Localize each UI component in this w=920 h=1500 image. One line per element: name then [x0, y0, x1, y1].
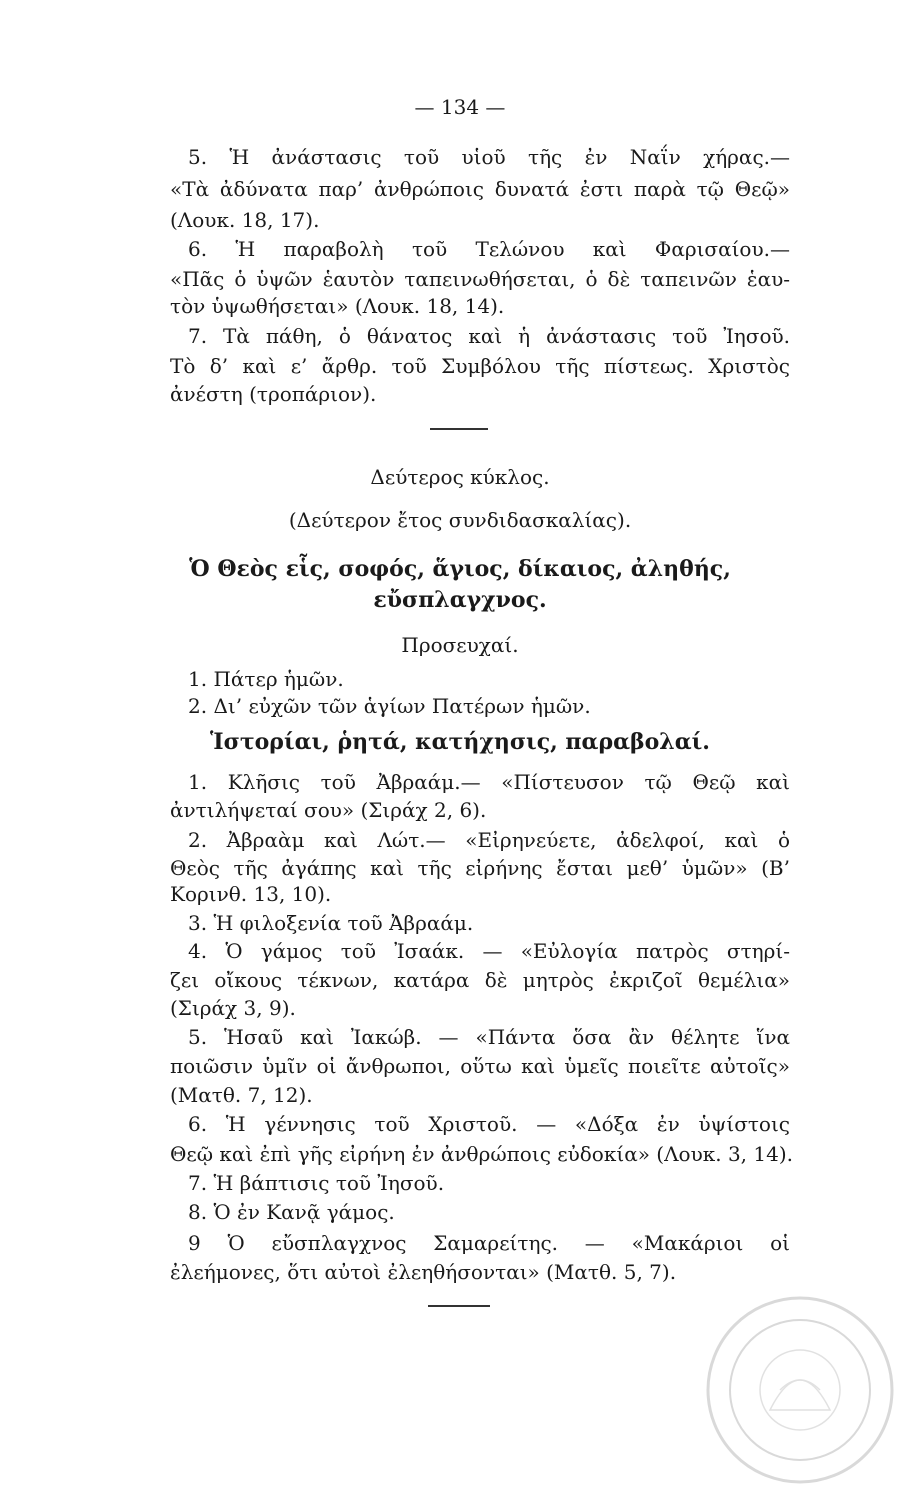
story-line: 5. Ἡσαῦ καὶ Ἰακώβ. — «Πάντα ὅσα ἂν θέλητε ἵνα: [188, 1025, 790, 1049]
section-heading: Δεύτερος κύκλος.: [370, 465, 550, 489]
story-line: 7. Ἡ βάπτισις τοῦ Ἰησοῦ.: [188, 1171, 445, 1195]
text-line: 5. Ἡ ἀνάστασις τοῦ υἱοῦ τῆς ἐν Ναΐν χήρας.—: [188, 145, 790, 169]
text-line: 6. Ἡ παραβολὴ τοῦ Τελώνου καὶ Φαρισαίου.—: [188, 237, 790, 261]
story-line: 1. Κλῆσις τοῦ Ἀβραάμ.— «Πίστευσον τῷ Θεῷ καὶ: [188, 770, 790, 794]
page-number: — 134 —: [414, 95, 506, 119]
divider: [428, 1305, 490, 1307]
prayer-item: 2. Δι’ εὐχῶν τῶν ἁγίων Πατέρων ἡμῶν.: [188, 694, 591, 718]
prayers-heading: Προσευχαί.: [401, 633, 519, 657]
bold-heading-line: Ὁ Θεὸς εἷς, σοφός, ἅγιος, δίκαιος, ἀληθής,: [189, 556, 731, 582]
text-line: «Πᾶς ὁ ὑψῶν ἑαυτὸν ταπεινωθήσεται, ὁ δὲ ταπεινῶν ἑαυ-: [170, 267, 790, 291]
story-line: ἀντιλήψεταί σου» (Σιράχ 2, 6).: [170, 798, 487, 822]
story-line: ποιῶσιν ὑμῖν οἱ ἄνθρωποι, οὕτω καὶ ὑμεῖς ποιεῖτε αὐτοῖς»: [170, 1054, 790, 1078]
prayer-item: 1. Πάτερ ἡμῶν.: [188, 667, 344, 691]
story-line: 3. Ἡ φιλοξενία τοῦ Ἀβραάμ.: [188, 911, 474, 935]
bold-heading-line: εὔσπλαγχνος.: [373, 587, 547, 613]
library-seal-stamp: [700, 1290, 900, 1490]
story-line: Θεὸς τῆς ἀγάπης καὶ τῆς εἰρήνης ἔσται μεθ’ ὑμῶν» (Β’: [170, 856, 790, 880]
text-line: «Τὰ ἀδύνατα παρ’ ἀνθρώποις δυνατά ἐστι παρὰ τῷ Θεῷ»: [170, 177, 790, 201]
story-line: Θεῷ καὶ ἐπὶ γῆς εἰρήνη ἐν ἀνθρώποις εὐδοκία» (Λουκ. 3, 14).: [170, 1142, 793, 1166]
text-line: ἀνέστη (τροπάριον).: [170, 382, 377, 406]
text-line: Τὸ δ’ καὶ ε’ ἄρθρ. τοῦ Συμβόλου τῆς πίστεως. Χριστὸς: [170, 354, 790, 378]
story-line: 8. Ὁ ἐν Κανᾷ γάμος.: [188, 1200, 395, 1224]
text-line: (Λουκ. 18, 17).: [170, 208, 320, 232]
story-line: 9 Ὁ εὔσπλαγχνος Σαμαρείτης. — «Μακάριοι οἱ: [188, 1231, 790, 1255]
story-line: 6. Ἡ γέννησις τοῦ Χριστοῦ. — «Δόξα ἐν ὑψίστοις: [188, 1112, 790, 1136]
divider: [430, 428, 488, 430]
section-subheading: (Δεύτερον ἔτος συνδιδασκαλίας).: [288, 508, 632, 532]
story-line: (Σιράχ 3, 9).: [170, 996, 296, 1020]
text-line: τὸν ὑψωθήσεται» (Λουκ. 18, 14).: [170, 294, 505, 318]
story-line: ἐλεήμονες, ὅτι αὐτοὶ ἐλεηθήσονται» (Ματθ. 5, 7).: [170, 1260, 677, 1284]
story-line: (Ματθ. 7, 12).: [170, 1083, 313, 1107]
story-line: 4. Ὁ γάμος τοῦ Ἰσαάκ. — «Εὐλογία πατρὸς στηρί-: [188, 939, 790, 963]
text-line: 7. Τὰ πάθη, ὁ θάνατος καὶ ἡ ἀνάστασις τοῦ Ἰησοῦ.: [188, 324, 790, 348]
story-line: ζει οἴκους τέκνων, κατάρα δὲ μητρὸς ἐκριζοῖ θεμέλια»: [170, 968, 790, 992]
story-line: Κορινθ. 13, 10).: [170, 882, 332, 906]
story-line: 2. Ἀβραὰμ καὶ Λώτ.— «Εἰρηνεύετε, ἀδελφοί, καὶ ὁ: [188, 828, 790, 852]
stories-heading: Ἱστορίαι, ῥητά, κατήχησις, παραβολαί.: [210, 729, 710, 755]
